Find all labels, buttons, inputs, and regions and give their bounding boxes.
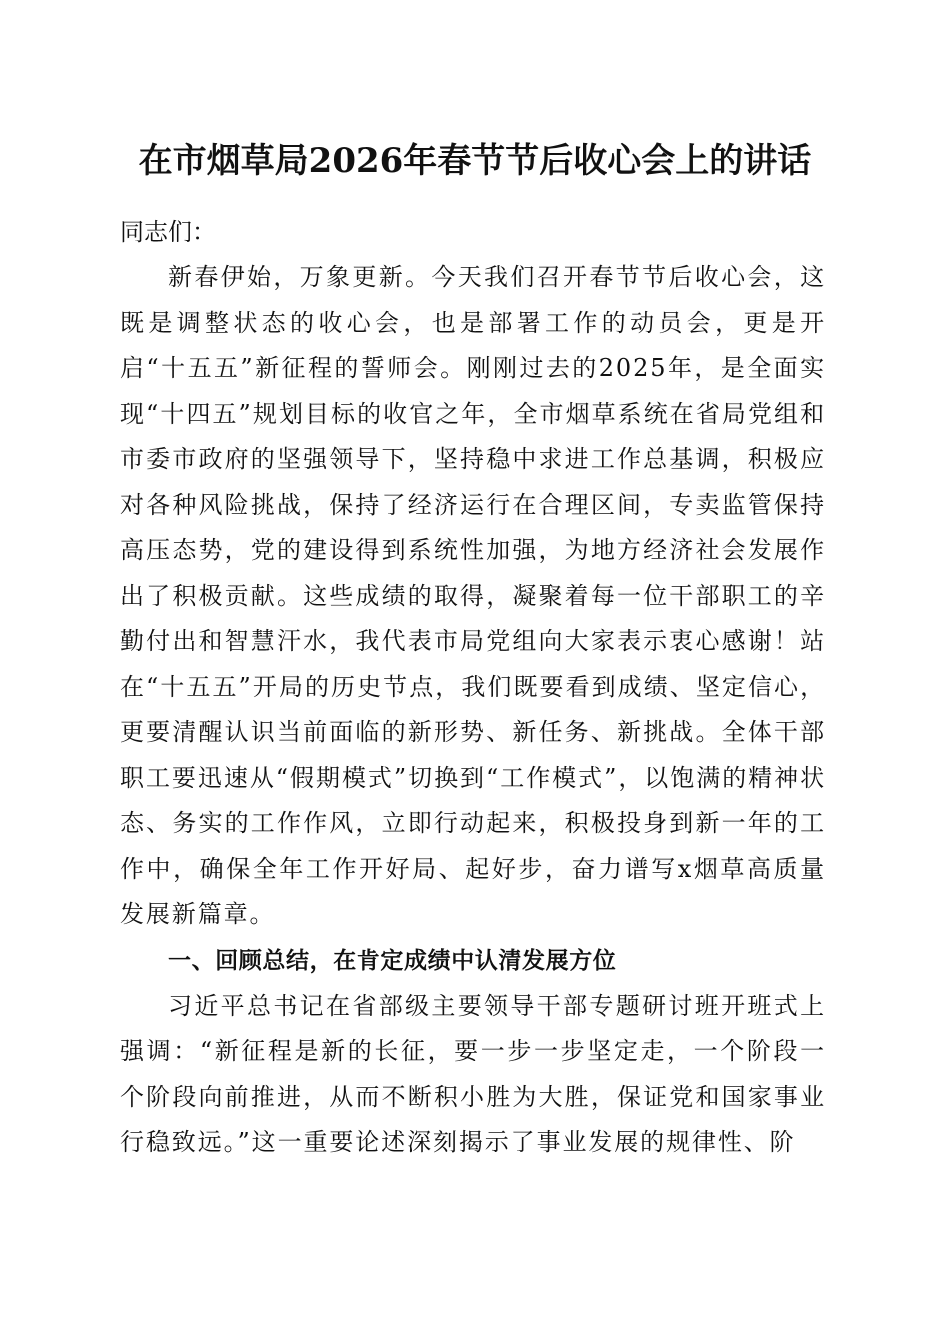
document-title: 在市烟草局2026年春节节后收心会上的讲话 bbox=[138, 141, 812, 181]
salutation: 同志们： bbox=[120, 218, 216, 246]
document-body bbox=[120, 210, 826, 1166]
paragraph-section-1: 习近平总书记在省部级主要领导干部专题研讨班开班式上强调：“新征程是新的长征，要一步一步坚定走，一个阶段一个阶段向前推进，从而不断积小胜为大胜，保证党和国家事业行稳致远。”这一重要论述深刻揭示了事业发展的规律性、阶 bbox=[120, 991, 826, 1156]
section-heading-1: 一、回顾总结，在肯定成绩中认清发展方位 bbox=[168, 947, 617, 974]
paragraph-opening: 新春伊始，万象更新。今天我们召开春节节后收心会，这既是调整状态的收心会，也是部署工作的动员会，更是开启“十五五”新征程的誓师会。刚刚过去的2025年，是全面实现“十四五”规划目标的收官之年，全市烟草系统在省局党组和市委市政府的坚强领导下，坚持稳中求进工作总基调，积极应对各种风险挑战，保持了经济运行在合理区间，专卖监管保持高压态势，党的建设得到系统性加强，为地方经济社会发展作出了积极贡献。这些成绩的取得，凝聚着每一位干部职工的辛勤付出和智慧汗水，我代表市局党组向大家表示衷心感谢！站在“十五五”开局的历史节点，我们既要看到成绩、坚定信心，更要清醒认识当前面临的新形势、新任务、新挑战。全体干部职工要迅速从“假期模式”切换到“工作模式”，以饱满的精神状态、务实的工作作风，立即行动起来，积极投身到新一年的工作中，确保全年工作开好局、起好步，奋力谱写x烟草高质量发展新篇章。 bbox=[120, 263, 826, 928]
